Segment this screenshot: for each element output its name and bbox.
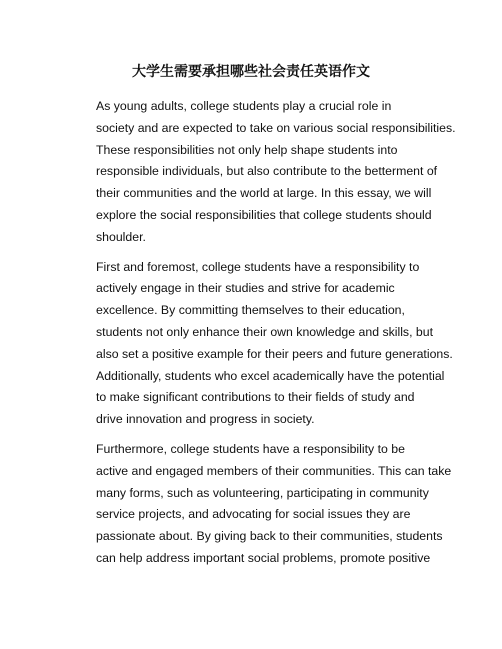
text-line: drive innovation and progress in society. [96,412,315,427]
document-body [74,96,456,578]
paragraph-2 [74,257,453,431]
text-line: passionate about. By giving back to their communities, students [96,529,443,544]
text-line: Additionally, students who excel academically have the potential [96,368,445,383]
text-line: also set a positive example for their peers and future generations. [96,346,453,361]
text-line: actively engage in their studies and strive for academic [96,281,395,296]
text-line: Furthermore, college students have a responsibility to be [96,441,405,456]
paragraph-1 [74,96,456,249]
text-line: their communities and the world at large. In this essay, we will [96,186,432,201]
text-line: students not only enhance their own knowledge and skills, but [96,324,434,339]
text-line: As young adults, college students play a crucial role in [96,99,392,113]
text-line: First and foremost, college students have a responsibility to [96,259,420,274]
text-line: service projects, and advocating for social issues they are [96,507,411,522]
text-line: active and engaged members of their communities. This can take [96,463,452,478]
text-line: excellence. By committing themselves to their education, [96,303,405,318]
text-line: to make significant contributions to their fields of study and [96,390,415,405]
text-line: society and are expected to take on various social responsibilities. [96,120,456,135]
text-line: These responsibilities not only help shape students into [96,142,398,157]
text-line: explore the social responsibilities that college students should [96,207,432,222]
paragraph-3 [74,439,452,570]
text-line: can help address important social problems, promote positive [96,550,431,565]
text-line: responsible individuals, but also contribute to the betterment of [96,164,438,179]
document-title: 大学生需要承担哪些社会责任英语作文 [132,64,370,80]
text-line: many forms, such as volunteering, participating in community [96,485,429,500]
text-line: shoulder. [96,229,146,244]
